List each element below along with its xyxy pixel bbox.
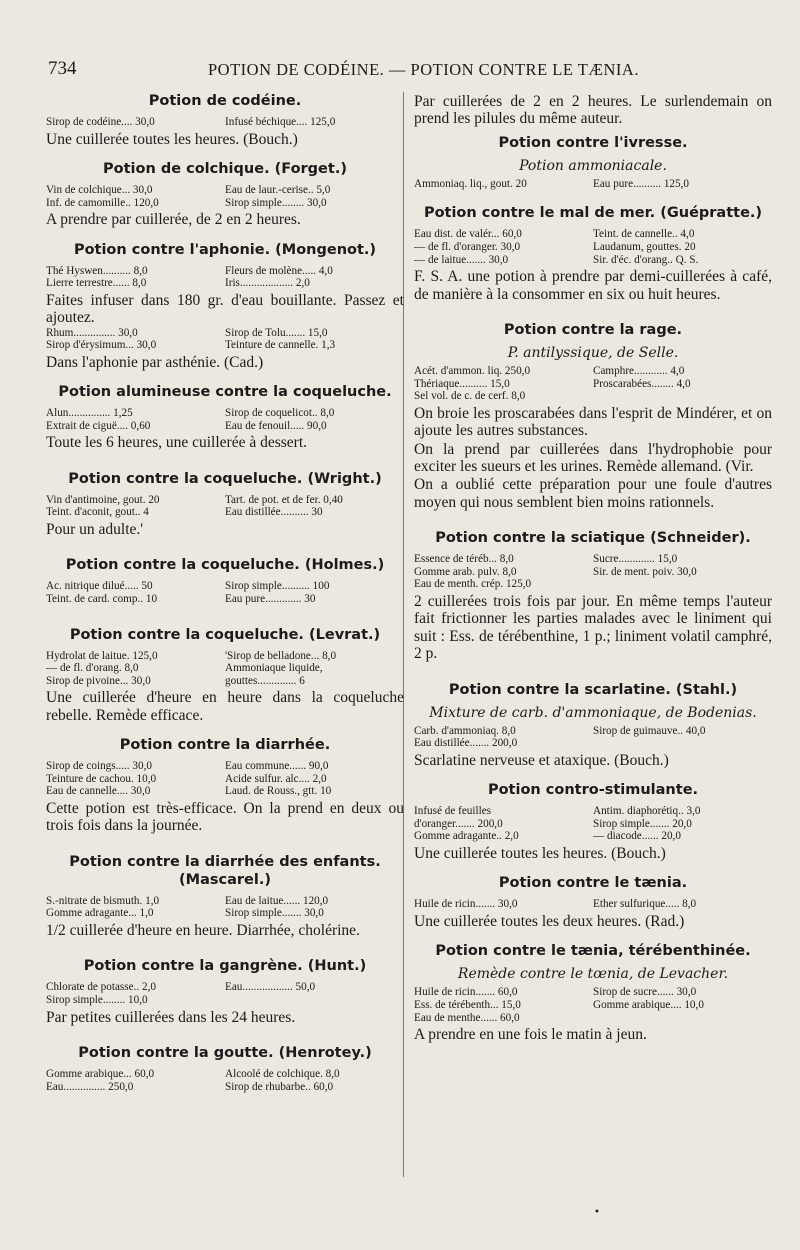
ingredient-cell: Teint. de card. comp.. 10 xyxy=(46,592,158,605)
ingredient-cell: Proscarabées........ 4,0 xyxy=(593,377,691,390)
ingredient-cell: Sel vol. de c. de cerf. 8,0 xyxy=(414,390,526,403)
ingredient-cell: Tart. de pot. et de fer. 0,40 xyxy=(225,493,343,506)
section-gap xyxy=(414,769,772,781)
ingredient-row xyxy=(414,241,772,254)
instruction-text: Par cuillerées de 2 en 2 heures. Le surlendemain on prend les pilules du même auteur. xyxy=(414,93,772,128)
instruction-text: A prendre en une fois le matin à jeun. xyxy=(414,1026,647,1044)
recipe-section xyxy=(46,470,404,539)
ingredient-row xyxy=(46,339,404,352)
ingredient-row xyxy=(46,662,404,675)
ingredient-cell: — de fl. d'oranger. 30,0 xyxy=(414,241,521,253)
ingredient-row xyxy=(46,116,404,129)
recipe-section xyxy=(414,874,772,930)
instruction-text: A prendre par cuillerée, de 2 en 2 heures. xyxy=(46,211,301,229)
recipe-section xyxy=(46,1044,404,1093)
recipe-title: Potion contre le tænia. xyxy=(498,875,688,892)
ingredient-row xyxy=(414,178,772,191)
ingredient-cell: — de fl. d'orang. 8,0 xyxy=(46,662,139,675)
ingredient-cell: Alun............... 1,25 xyxy=(46,407,133,420)
ingredient-table xyxy=(414,986,772,1024)
ingredient-row xyxy=(414,1012,772,1025)
ingredient-cell: Antim. diaphorétiq.. 3,0 xyxy=(593,805,701,818)
recipe-section xyxy=(414,781,772,862)
ingredient-row xyxy=(46,675,404,688)
ingredient-table xyxy=(46,895,404,920)
ingredient-row xyxy=(46,580,404,593)
ingredient-cell: Gomme arab. pulv. 8,0 xyxy=(414,565,517,578)
ingredient-cell: Teinture de cannelle. 1,3 xyxy=(225,339,336,352)
ingredient-cell: Sirop de coquelicot.. 8,0 xyxy=(225,407,335,420)
ingredient-cell: Teint. d'aconit, gout.. 4 xyxy=(46,506,149,519)
ingredient-cell: Iris................... 2,0 xyxy=(225,277,310,290)
ingredient-row xyxy=(46,907,404,920)
ingredient-cell: Eau de menthe...... 60,0 xyxy=(414,1011,520,1024)
ingredient-cell: Fleurs de molène..... 4,0 xyxy=(225,264,333,277)
ingredient-table xyxy=(414,365,772,403)
section-gap xyxy=(46,371,404,383)
recipe-section xyxy=(414,134,772,191)
ingredient-cell: Eau distillée....... 200,0 xyxy=(414,737,518,750)
ingredient-cell: 'Sirop de belladone... 8,0 xyxy=(225,649,337,662)
recipe-section xyxy=(46,736,404,835)
recipe-title: Potion contre la rage. xyxy=(503,322,683,338)
instruction-text: Toute les 6 heures, une cuillerée à dessert. xyxy=(46,434,308,452)
ingredient-row xyxy=(414,228,772,241)
ingredient-cell: Sir. d'éc. d'orang.. Q. S. xyxy=(593,253,699,266)
ingredient-cell: Eau de laitue...... 120,0 xyxy=(225,894,329,907)
ingredient-row xyxy=(46,785,404,798)
ingredient-cell: Alcoolé de colchique. 8,0 xyxy=(225,1067,340,1080)
ingredient-cell: Sirop simple........ 10,0 xyxy=(46,993,148,1006)
ingredient-cell: Sirop de coings..... 30,0 xyxy=(46,760,152,773)
ingredient-table xyxy=(46,184,404,209)
recipe-title: Potion contre la coqueluche. (Holmes.) xyxy=(65,557,385,574)
recipe-title: Potion contre la diarrhée des enfants. (Mascarel.) xyxy=(69,853,381,888)
right-column xyxy=(414,92,772,1056)
ingredient-cell: d'oranger....... 200,0 xyxy=(414,817,503,830)
ingredient-cell: Lierre terrestre...... 8,0 xyxy=(46,277,147,290)
ingredient-cell: Eau commune...... 90,0 xyxy=(225,760,329,773)
instruction-text: 2 cuillerées trois fois par jour. En même temps l'auteur fait frictionner les parties malades avec le liniment qui suit : Ess. de térébenthine, 1 p.; liniment volatil camphré, 2 p. xyxy=(414,593,772,663)
recipe-title: Potion contre la sciatique (Schneider). xyxy=(435,530,751,547)
ingredient-cell: Eau............... 250,0 xyxy=(46,1080,134,1093)
instruction-text: Par petites cuillerées dans les 24 heures. xyxy=(46,1008,296,1026)
ingredient-cell: Huile de ricin....... 30,0 xyxy=(414,898,518,911)
ingredient-row xyxy=(46,506,404,519)
recipe-section xyxy=(46,160,404,229)
recipe-section xyxy=(414,942,772,1043)
section-gap xyxy=(414,663,772,681)
instruction-text: On la prend par cuillerées dans l'hydrophobie pour exciter les sueurs et les urines. Remède allemand. (Vir. xyxy=(414,440,772,475)
ingredient-row xyxy=(414,805,772,818)
recipe-subtitle: Remède contre le tœnia, de Levacher. xyxy=(457,966,729,983)
ingredient-cell: Eau dist. de valér... 60,0 xyxy=(414,228,522,241)
ingredient-cell: Thé Hyswen.......... 8,0 xyxy=(46,264,148,277)
ingredient-table xyxy=(414,725,772,750)
instruction-text: Faites infuser dans 180 gr. d'eau bouillante. Passez et ajoutez. xyxy=(46,291,404,327)
recipe-section xyxy=(46,92,404,148)
recipe-title: Potion de colchique. (Forget.) xyxy=(103,161,347,177)
ingredient-cell: Thériaque.......... 15,0 xyxy=(414,377,510,390)
ingredient-row xyxy=(46,773,404,786)
recipe-title: Potion contre la diarrhée. xyxy=(119,737,331,754)
ingredient-cell: Sucre............. 15,0 xyxy=(593,553,678,566)
page-number: 734 xyxy=(48,58,77,79)
ingredient-cell: Laudanum, gouttes. 20 xyxy=(593,241,696,253)
section-gap xyxy=(46,608,404,626)
instruction-text: On broie les proscarabées dans l'esprit de Mindérer, et on ajoute les autres substances. xyxy=(414,404,772,440)
section-gap xyxy=(414,303,772,321)
ingredient-cell: Sirop simple....... 20,0 xyxy=(593,817,692,830)
recipe-title: Potion contre la goutte. (Henrotey.) xyxy=(78,1044,372,1061)
ingredient-table xyxy=(46,760,404,798)
ingredient-cell: Sirop de Tolu....... 15,0 xyxy=(225,326,328,339)
section-gap xyxy=(46,538,404,556)
ingredient-cell: Sirop de pivoine... 30,0 xyxy=(46,674,151,687)
recipe-title: Potion contre le mal de mer. (Guépratte.) xyxy=(423,205,763,222)
ingredient-table xyxy=(414,898,772,911)
ingredient-cell xyxy=(593,737,772,750)
ingredient-row xyxy=(46,593,404,606)
ingredient-row xyxy=(46,895,404,908)
ingredient-cell: Sirop d'érysimum... 30,0 xyxy=(46,339,157,352)
ingredient-row xyxy=(414,578,772,591)
recipe-title: Potion contre l'ivresse. xyxy=(498,134,688,151)
recipe-subtitle: Potion ammoniacale. xyxy=(519,157,667,174)
recipe-section xyxy=(414,321,772,511)
instruction-text: On a oublié cette préparation pour une foule d'autres moyen qui nous semblent bien moins rationnels. xyxy=(414,476,772,511)
recipe-section xyxy=(414,93,772,128)
ingredient-table xyxy=(46,580,404,605)
recipe-title: Potion contro-stimulante. xyxy=(487,782,699,799)
ingredient-row xyxy=(46,184,404,197)
recipe-section xyxy=(46,853,404,940)
page-header xyxy=(48,58,742,86)
ingredient-table xyxy=(414,178,772,191)
ingredient-row xyxy=(414,898,772,911)
ingredient-cell: Sirop simple....... 30,0 xyxy=(225,907,324,920)
ingredient-cell: Teinture de cachou. 10,0 xyxy=(46,772,157,785)
ingredient-cell: Extrait de ciguë.... 0,60 xyxy=(46,419,151,432)
ingredient-cell: Inf. de camomille.. 120,0 xyxy=(46,196,159,209)
ingredient-cell: Eau de fenouil..... 90,0 xyxy=(225,419,327,432)
ingredient-cell xyxy=(593,578,772,591)
ingredient-cell: gouttes.............. 6 xyxy=(225,674,305,687)
recipe-section xyxy=(46,383,404,452)
ingredient-table xyxy=(46,265,404,290)
ingredient-table xyxy=(46,327,404,352)
ingredient-row xyxy=(46,265,404,278)
ingredient-row xyxy=(414,566,772,579)
ingredient-cell: Carb. d'ammoniaq. 8,0 xyxy=(414,724,516,737)
section-gap xyxy=(46,724,404,736)
ingredient-cell: Gomme adragante.. 2,0 xyxy=(414,830,519,843)
recipe-title: Potion contre l'aphonie. (Mongenot.) xyxy=(73,241,377,258)
section-gap xyxy=(46,452,404,470)
ingredient-cell xyxy=(225,994,404,1007)
instruction-text: F. S. A. une potion à prendre par demi-cuillerées à café, de manière à la consommer en six ou huit heures. xyxy=(414,268,772,303)
ingredient-table xyxy=(46,116,404,129)
instruction-text: Une cuillerée toutes les heures. (Bouch.) xyxy=(414,845,666,862)
section-gap xyxy=(414,192,772,204)
ingredient-cell: Infusé béchique.... 125,0 xyxy=(225,116,336,128)
ingredient-cell: Eau de menth. crép. 125,0 xyxy=(414,578,532,591)
ingredient-cell: Ess. de térébenth... 15,0 xyxy=(414,999,521,1011)
recipe-section xyxy=(414,204,772,303)
ingredient-row xyxy=(414,737,772,750)
ingredient-cell: Ammoniaque liquide, xyxy=(225,662,323,675)
ingredient-cell: Ammoniaq. liq., gout. 20 xyxy=(414,177,527,190)
ingredient-row xyxy=(46,420,404,433)
ingredient-row xyxy=(46,760,404,773)
instruction-text: Scarlatine nerveuse et ataxique. (Bouch.) xyxy=(414,751,669,769)
recipe-title: Potion contre le tænia, térébenthinée. xyxy=(435,943,751,960)
instruction-text: Pour un adulte.' xyxy=(46,520,144,538)
ingredient-cell: Sirop de sucre...... 30,0 xyxy=(593,986,697,999)
section-gap xyxy=(46,939,404,957)
recipe-section xyxy=(46,556,404,605)
ingredient-cell xyxy=(593,1012,772,1025)
ingredient-row xyxy=(414,725,772,738)
ingredient-row xyxy=(46,277,404,290)
recipe-subtitle: P. antilyssique, de Selle. xyxy=(507,345,679,361)
ingredient-row xyxy=(46,327,404,340)
ingredient-cell: Vin de colchique... 30,0 xyxy=(46,184,153,196)
recipe-title: Potion contre la gangrène. (Hunt.) xyxy=(83,958,367,975)
recipe-title: Potion contre la coqueluche. (Levrat.) xyxy=(69,626,381,643)
ingredient-cell: Sirop simple.......... 100 xyxy=(225,580,330,593)
ingredient-cell: Sirop de rhubarbe.. 60,0 xyxy=(225,1080,334,1093)
instruction-text: Dans l'aphonie par asthénie. (Cad.) xyxy=(46,353,264,371)
ingredient-table xyxy=(46,407,404,432)
section-gap xyxy=(46,229,404,241)
ingredient-row xyxy=(46,407,404,420)
recipe-title: Potion contre la scarlatine. (Stahl.) xyxy=(448,681,738,698)
ingredient-cell: Eau de laur.-cerise.. 5,0 xyxy=(225,184,331,196)
ingredient-cell: Chlorate de potasse.. 2,0 xyxy=(46,981,156,994)
ingredient-cell: Sir. de ment. poiv. 30,0 xyxy=(593,565,697,578)
ingredient-cell: Vin d'antimoine, gout. 20 xyxy=(46,493,160,506)
ingredient-cell xyxy=(593,390,772,403)
ingredient-table xyxy=(46,650,404,688)
ingredient-cell: Ac. nitrique dilué..... 50 xyxy=(46,580,153,593)
recipe-title: Potion de codéine. xyxy=(148,93,302,109)
section-gap xyxy=(414,511,772,529)
ingredient-row xyxy=(414,378,772,391)
left-column xyxy=(46,92,404,1107)
ingredient-table xyxy=(46,981,404,1006)
ingredient-cell: Gomme arabique... 60,0 xyxy=(46,1067,155,1080)
ingredient-table xyxy=(46,494,404,519)
ingredient-cell: Eau.................. 50,0 xyxy=(225,981,316,994)
ingredient-cell: Rhum............... 30,0 xyxy=(46,326,138,339)
ingredient-cell: — diacode...... 20,0 xyxy=(593,830,681,843)
ingredient-cell: Camphre............ 4,0 xyxy=(593,365,685,377)
ingredient-cell: — de laitue....... 30,0 xyxy=(414,253,509,266)
ingredient-cell: Eau pure............. 30 xyxy=(225,592,316,605)
ingredient-row xyxy=(414,390,772,403)
ingredient-cell: Acide sulfur. alc.... 2,0 xyxy=(225,772,327,785)
recipe-section xyxy=(46,626,404,725)
ingredient-cell: Sirop de guimauve.. 40,0 xyxy=(593,724,706,737)
ingredient-cell: Eau pure.......... 125,0 xyxy=(593,177,690,190)
ingredient-cell: Gomme arabique.... 10,0 xyxy=(593,999,704,1011)
stray-mark: • xyxy=(594,1207,600,1218)
ingredient-cell: Infusé de feuilles xyxy=(414,805,492,818)
ingredient-cell: S.-nitrate de bismuth. 1,0 xyxy=(46,894,160,907)
ingredient-row xyxy=(414,365,772,378)
ingredient-table xyxy=(46,1068,404,1093)
ingredient-row xyxy=(414,818,772,831)
ingredient-row xyxy=(414,999,772,1012)
instruction-text: Une cuillerée d'heure en heure dans la coqueluche rebelle. Remède efficace. xyxy=(46,689,404,724)
ingredient-row xyxy=(414,553,772,566)
ingredient-row xyxy=(414,830,772,843)
instruction-text: 1/2 cuillerée d'heure en heure. Diarrhée, cholérine. xyxy=(46,921,360,939)
recipe-title: Potion contre la coqueluche. (Wright.) xyxy=(68,470,382,487)
ingredient-row xyxy=(46,994,404,1007)
running-title: POTION DE CODÉINE. — POTION CONTRE LE TÆNIA. xyxy=(208,60,639,79)
ingredient-cell: Huile de ricin....... 60,0 xyxy=(414,986,518,999)
recipe-subtitle: Mixture de carb. d'ammoniaque, de Bodenias. xyxy=(429,704,757,721)
ingredient-cell: Sirop simple........ 30,0 xyxy=(225,196,327,209)
section-gap xyxy=(414,930,772,942)
ingredient-row xyxy=(46,494,404,507)
ingredient-cell: Laud. de Rouss., gtt. 10 xyxy=(225,785,332,798)
instruction-text: Une cuillerée toutes les deux heures. (Rad.) xyxy=(414,913,685,930)
ingredient-cell: Eau distillée.......... 30 xyxy=(225,506,323,519)
instruction-text: Une cuillerée toutes les heures. (Bouch.) xyxy=(46,130,298,148)
ingredient-cell: Essence de téréb... 8,0 xyxy=(414,553,514,566)
section-gap xyxy=(46,1095,404,1107)
ingredient-table xyxy=(414,553,772,591)
section-gap xyxy=(46,148,404,160)
ingredient-row xyxy=(414,254,772,267)
section-gap xyxy=(46,835,404,853)
recipe-title: Potion alumineuse contre la coqueluche. xyxy=(58,384,392,401)
instruction-text: Cette potion est très-efficace. On la prend en deux ou trois fois dans la journée. xyxy=(46,799,404,835)
ingredient-row xyxy=(46,1068,404,1081)
ingredient-cell: Acét. d'ammon. liq. 250,0 xyxy=(414,365,531,377)
section-gap xyxy=(414,862,772,874)
ingredient-row xyxy=(46,981,404,994)
ingredient-row xyxy=(414,986,772,999)
ingredient-cell: Hydrolat de laitue. 125,0 xyxy=(46,649,158,662)
ingredient-cell: Eau de cannelle.... 30,0 xyxy=(46,785,151,798)
recipe-section xyxy=(414,681,772,770)
recipe-section xyxy=(414,529,772,662)
recipe-section xyxy=(46,957,404,1026)
ingredient-cell: Gomme adragante... 1,0 xyxy=(46,907,154,920)
recipe-section xyxy=(46,241,404,372)
ingredient-cell: Sirop de codéine.... 30,0 xyxy=(46,116,155,128)
ingredient-cell: Ether sulfurique..... 8,0 xyxy=(593,898,697,911)
ingredient-cell: Teint. de cannelle.. 4,0 xyxy=(593,228,695,241)
ingredient-table xyxy=(414,805,772,843)
ingredient-row xyxy=(46,197,404,210)
ingredient-row xyxy=(46,1081,404,1094)
section-gap xyxy=(46,1026,404,1044)
ingredient-row xyxy=(46,650,404,663)
ingredient-table xyxy=(414,228,772,266)
section-gap xyxy=(414,1044,772,1056)
